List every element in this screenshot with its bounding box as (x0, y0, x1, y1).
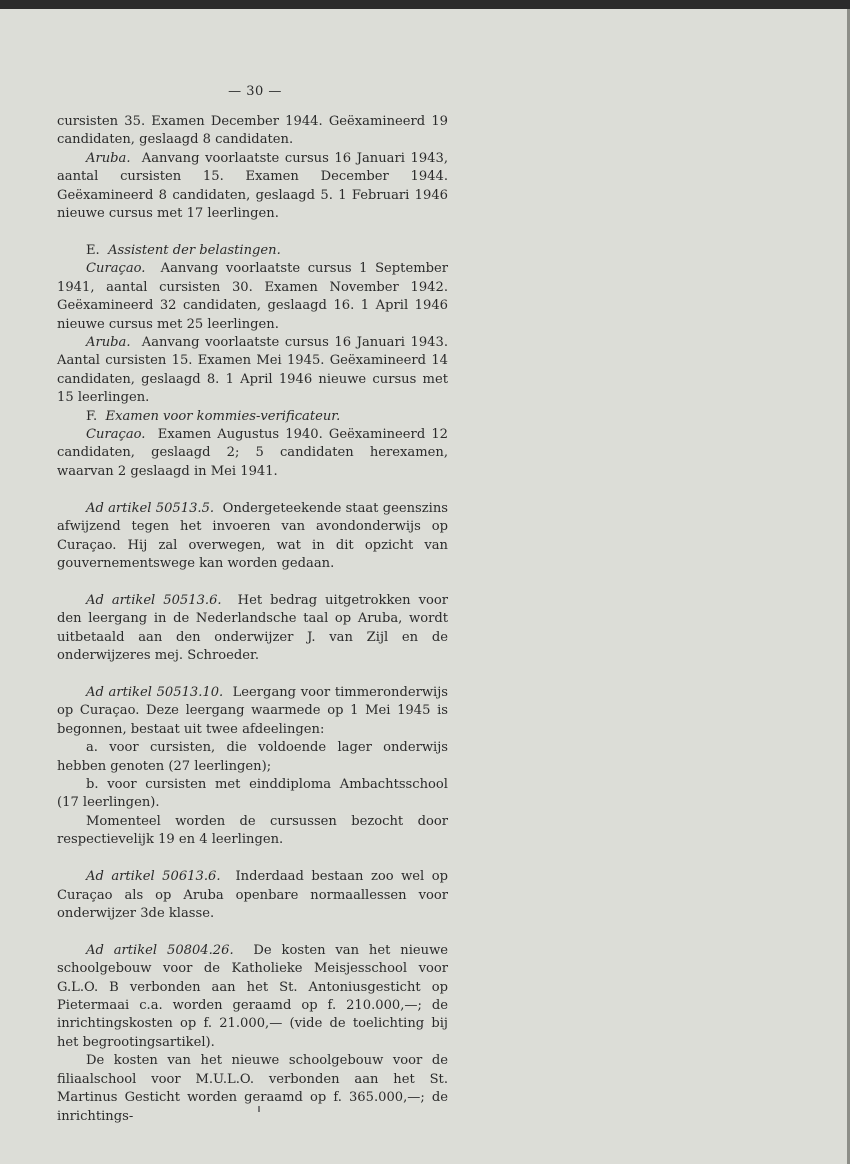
paragraph: Ad artikel 50513.6. Het bedrag uitgetrokken voor den leergang in de Nederlandsche taal op Aruba, wordt uitbetaald aan den onderwijzer J. van Zijl en de onderwijzeres mej. Schroeder. (57, 592, 449, 664)
paragraph: Ad artikel 50804.26. De kosten van het nieuwe schoolgebouw voor de Katholieke Meisjesschool voor G.L.O. B verbonden aan het St. Antoniusgesticht op Pietermaai c.a. worden geraamd op f. 210.000,—; de inrichtingskosten op f. 21.000,— (vide de toelichting bij het begrootingsartikel). (57, 942, 449, 1050)
paragraph: cursisten 35. Examen December 1944. Geëxamineerd 19 candidaten, geslaagd 8 candidaten. (57, 114, 448, 148)
paragraph: Momenteel worden de cursussen bezocht door respectievelijk 19 en 4 leerlingen. (57, 813, 448, 848)
body-text (57, 113, 448, 1126)
paragraph: Curaçao. Examen Augustus 1940. Geëxamineerd 12 candidaten, geslaagd 2; 5 candidaten herexamen, waarvan 2 geslaagd in Mei 1941. (57, 427, 448, 479)
paragraph: Ad artikel 50513.10. Leergang voor timmeronderwijs op Curaçao. Deze leergang waarmede op 1 Mei 1945 is begonnen, bestaat uit twee afdeelingen: (57, 684, 449, 737)
page-number: — 30 — (228, 84, 282, 99)
paragraph: Ad artikel 50513.5. Ondergeteekende staat geenszins afwijzend tegen het invoeren van avondonderwijs op Curaçao. Hij zal overwegen, wat in dit opzicht van gouvernementswege kan worden gedaan. (57, 500, 448, 571)
scan-speck (258, 1106, 260, 1112)
paragraph: Aruba. Aanvang voorlaatste cursus 16 Januari 1943. Aantal cursisten 15. Examen Mei 1945. Geëxamineerd 14 candidaten, geslaagd 8. 1 April 1946 nieuwe cursus met 15 leerlingen. (57, 334, 448, 406)
paragraph: Aruba. Aanvang voorlaatste cursus 16 Januari 1943, aantal cursisten 15. Examen December 1944. Geëxamineerd 8 candidaten, geslaagd 5. 1 Februari 1946 nieuwe cursus met 17 leerlingen. (57, 150, 448, 222)
paragraph: Curaçao. Aanvang voorlaatste cursus 1 September 1941, aantal cursisten 30. Examen November 1942. Geëxamineerd 32 candidaten, geslaagd 16. 1 April 1946 nieuwe cursus met 25 leerlingen. (57, 261, 448, 332)
document-page (0, 9, 850, 1164)
list-item: a. voor cursisten, die voldoende lager onderwijs hebben genoten (27 leerlingen); (57, 740, 448, 774)
list-item: b. voor cursisten met einddiploma Ambachtsschool (17 leerlingen). (57, 777, 448, 811)
paragraph: De kosten van het nieuwe schoolgebouw voor de filiaalschool voor M.U.L.O. verbonden aan het St. Martinus Gesticht worden geraamd op f. 365.000,—; de inrichtings- (57, 1053, 448, 1124)
section-heading: F. Examen voor kommies-verificateur. (86, 408, 341, 424)
section-heading: E. Assistent der belastingen. (86, 242, 281, 258)
paragraph: Ad artikel 50613.6. Inderdaad bestaan zoo wel op Curaçao als op Aruba openbare normaallessen voor onderwijzer 3de klasse. (57, 869, 448, 921)
scan-top-border (0, 0, 850, 9)
